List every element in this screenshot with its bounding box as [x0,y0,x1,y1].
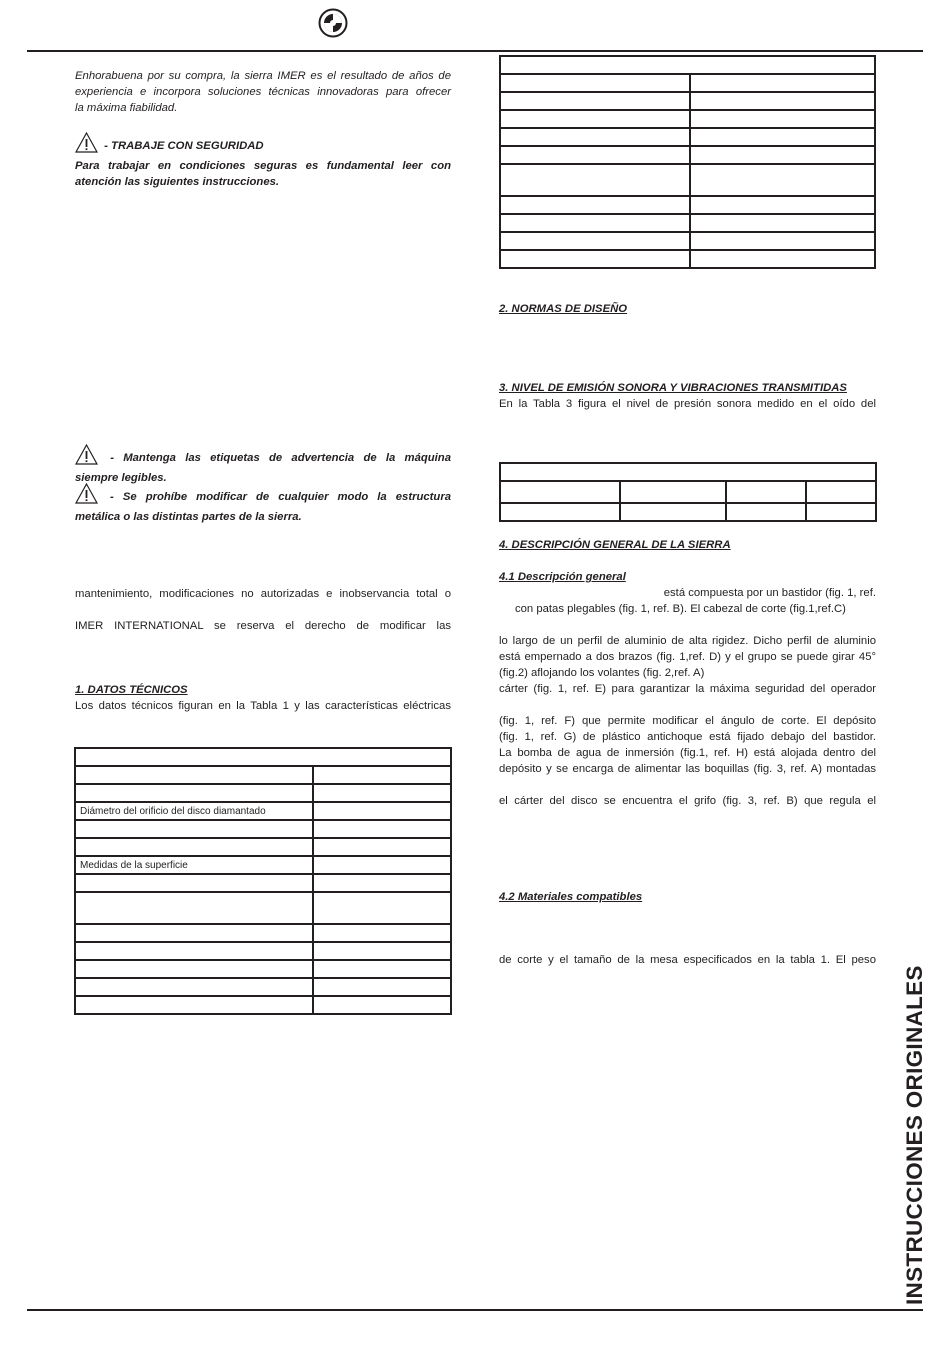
table-row [500,146,875,164]
section-2-title: 2. NORMAS DE DISEÑO [499,303,628,315]
table-row [75,942,451,960]
rights-fragment: IMER INTERNATIONAL se reserva el derecho de modificar las [75,620,451,632]
table-row [500,481,876,503]
technical-data-table [74,747,452,1015]
table-row: Diámetro del orificio del disco diamantado [75,802,451,820]
warning-labels-note: - Mantenga las etiquetas de advertencia de la máquina siempre legibles. [75,444,451,486]
noise-table [499,462,877,522]
section-4-2-title: 4.2 Materiales compatibles [499,891,643,903]
table-row [500,92,875,110]
table-row [75,874,451,892]
section-3-title: 3. NIVEL DE EMISIÓN SONORA Y VIBRACIONES TRANSMITIDAS [499,382,847,394]
safety-block: - TRABAJE CON SEGURIDAD Para trabajar en condiciones seguras es fundamental leer con atención las siguientes instrucciones. [75,132,451,190]
table-row [500,232,875,250]
footer-rule [27,1309,923,1311]
table-row [75,996,451,1014]
description-fragment-d: el cárter del disco se encuentra el grifo (fig. 3, ref. B) que regula el [499,795,876,807]
table-row [500,56,875,74]
table-row [75,892,451,924]
table-row [500,463,876,481]
table-row [75,748,451,766]
table-row [500,164,875,196]
section-4-title: 4. DESCRIPCIÓN GENERAL DE LA SIERRA [499,539,731,551]
warning-icon [75,483,98,509]
table-row [500,196,875,214]
table-row: Medidas de la superficie [75,856,451,874]
table-row [75,978,451,996]
section-3-text: En la Tabla 3 figura el nivel de presión sonora medido en el oído del [499,398,876,410]
sidebar-label: INSTRUCCIONES ORIGINALES [902,965,927,1305]
imer-logo-icon [318,8,348,38]
table-row [500,503,876,521]
section-1-title: 1. DATOS TÉCNICOS [75,684,188,696]
table-row [75,960,451,978]
table-row [75,784,451,802]
table-row [75,766,451,784]
table-row [75,838,451,856]
safety-title: - TRABAJE CON SEGURIDAD [101,140,264,152]
intro-paragraph: Enhorabuena por su compra, la sierra IMER es el resultado de años de experiencia e incorpora soluciones técnicas innovadoras para ofrecer la máxima fiabilidad. [75,70,451,114]
section-4-1-title: 4.1 Descripción general [499,571,626,583]
materials-fragment: de corte y el tamaño de la mesa especificados en la tabla 1. El peso [499,954,876,966]
electrical-data-table [499,55,876,269]
table-row [500,74,875,92]
table-row [75,924,451,942]
description-fragment-b: lo largo de un perfil de aluminio de alta rigidez. Dicho perfil de aluminio está empernado a dos brazos (fig. 1,ref. D) y el grupo se puede girar 45° (fig.2) aflojando los volantes (fig. 2,ref. A) cárter (fig. 1, ref. E) para garantizar la máxima seguridad del operador [499,635,876,695]
table-row [75,820,451,838]
warning-icon [75,132,98,158]
table-row [500,250,875,268]
table-row [500,128,875,146]
table-row [500,214,875,232]
table-row [500,110,875,128]
header-rule [27,50,923,52]
section-1-text: Los datos técnicos figuran en la Tabla 1 y las características eléctricas [75,700,451,712]
warning-icon [75,444,98,470]
liability-fragment: mantenimiento, modificaciones no autorizadas e inobservancia total o [75,588,451,600]
structure-modification-note: - Se prohíbe modificar de cualquier modo la estructura metálica o las distintas partes de la sierra. [75,483,451,525]
description-fragment-a: está compuesta por un bastidor (fig. 1, ref. con patas plegables (fig. 1, ref. B). El cabezal de corte (fig.1,ref.C) [515,587,876,615]
description-fragment-c: (fig. 1, ref. F) que permite modificar el ángulo de corte. El depósito (fig. 1, ref. G) de plástico antichoque está fijado debajo del bastidor. La bomba de agua de inmersión (fig.1, ref. H) está alojada dentro del depósito y se encarga de alimentar las boquillas (fig. 3, ref. A) montadas [499,715,876,775]
